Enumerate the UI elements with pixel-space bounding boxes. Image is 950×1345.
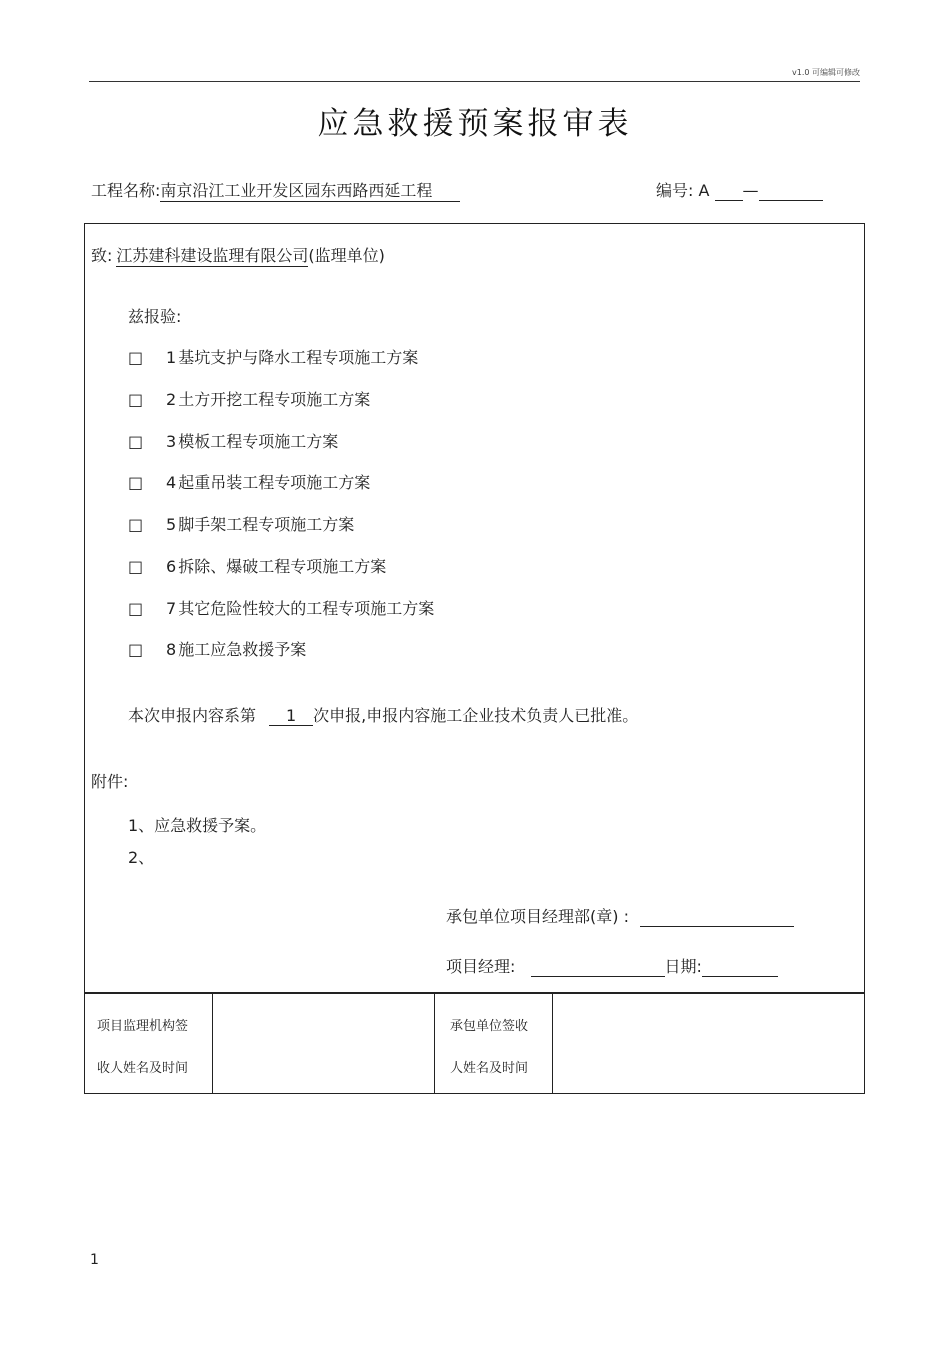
manager-label: 项目经理: (446, 957, 516, 976)
doc-number-label: 编号: (656, 181, 694, 200)
checklist-item-number: 2 (166, 390, 177, 409)
recipient-company: 江苏建科建设监理有限公司 (116, 243, 308, 267)
checklist-item (128, 387, 370, 410)
doc-number-row (656, 178, 823, 201)
declaration-count[interactable]: 1 (269, 706, 313, 726)
project-name-label: 工程名称: (91, 181, 161, 200)
checklist-item-label: 基坑支护与降水工程专项施工方案 (178, 348, 419, 367)
checkbox[interactable]: □ (128, 599, 144, 618)
page-title: 应急救援预案报审表 (317, 106, 633, 142)
checklist-item (128, 429, 338, 452)
table-divider (212, 993, 213, 1093)
attachment-item-2: 2、 (128, 848, 155, 867)
header-divider (89, 81, 860, 82)
checkbox[interactable]: □ (128, 348, 144, 367)
version-note: v1.0 可编辑可修改 (792, 68, 860, 77)
recipient-prefix: 致: (91, 246, 113, 265)
recipient-row (91, 243, 385, 267)
checklist-item (128, 470, 370, 493)
checklist-item-number: 5 (166, 515, 177, 534)
dept-seal-field[interactable] (640, 907, 794, 927)
checkbox[interactable]: □ (128, 557, 144, 576)
checklist-item-number: 4 (166, 473, 177, 492)
checkbox[interactable]: □ (128, 390, 144, 409)
contractor-sign-cell[interactable] (554, 994, 864, 1092)
doc-number-field-2 (759, 181, 823, 201)
checklist-item-number: 6 (166, 557, 177, 576)
checklist-item-number: 3 (166, 432, 177, 451)
attachment-item-1: 1、应急救援予案。 (128, 816, 267, 835)
checkbox[interactable]: □ (128, 432, 144, 451)
checklist-item-label: 土方开挖工程专项施工方案 (178, 390, 371, 409)
declaration-after: 次申报,申报内容施工企业技术负责人已批准。 (313, 706, 639, 725)
checkbox[interactable]: □ (128, 473, 144, 492)
checklist-item (128, 345, 418, 368)
attachments-label: 附件: (91, 772, 129, 791)
checklist-item (128, 554, 386, 577)
checklist-item-label: 模板工程专项施工方案 (178, 432, 339, 451)
recipient-suffix: (监理单位) (308, 246, 385, 265)
checkbox[interactable]: □ (128, 515, 144, 534)
checklist-item (128, 512, 354, 535)
checklist-item-label: 脚手架工程专项施工方案 (178, 515, 355, 534)
manager-field[interactable] (531, 957, 665, 977)
manager-row (446, 954, 778, 977)
signoff-table (84, 992, 865, 1094)
project-name-value: 南京沿江工业开发区园东西路西延工程 (160, 178, 460, 202)
checkbox[interactable]: □ (128, 640, 144, 659)
checklist-item-label: 拆除、爆破工程专项施工方案 (178, 557, 387, 576)
supervisor-sign-cell[interactable] (214, 994, 432, 1092)
checklist-item-label: 起重吊装工程专项施工方案 (178, 473, 371, 492)
submit-label: 兹报验: (128, 307, 182, 326)
dept-seal-row (446, 904, 794, 927)
checklist-item-number: 1 (166, 348, 177, 367)
declaration-row (128, 703, 638, 726)
doc-number-dash: — (742, 181, 759, 200)
date-field[interactable] (702, 957, 778, 977)
page-number: 1 (90, 1252, 99, 1268)
checklist-item-label: 施工应急救援予案 (178, 640, 307, 659)
checklist-item-number: 8 (166, 640, 177, 659)
checklist-item (128, 637, 306, 660)
doc-number-prefix: A (698, 181, 710, 200)
contractor-sign-label-line2: 人姓名及时间 (450, 1061, 529, 1076)
checklist-item (128, 596, 434, 619)
table-divider (434, 993, 435, 1093)
table-divider (552, 993, 553, 1093)
doc-number-field-1 (715, 181, 743, 201)
date-label: 日期: (664, 957, 702, 976)
project-name-row (91, 178, 460, 202)
contractor-sign-label-line1: 承包单位签收 (450, 1019, 529, 1034)
checklist-item-number: 7 (166, 599, 177, 618)
supervisor-sign-label-line2: 收人姓名及时间 (97, 1061, 189, 1076)
declaration-before: 本次申报内容系第 (128, 706, 257, 725)
supervisor-sign-label-line1: 项目监理机构签 (97, 1019, 189, 1034)
checklist-item-label: 其它危险性较大的工程专项施工方案 (178, 599, 435, 618)
dept-seal-label: 承包单位项目经理部(章) : (446, 907, 629, 926)
